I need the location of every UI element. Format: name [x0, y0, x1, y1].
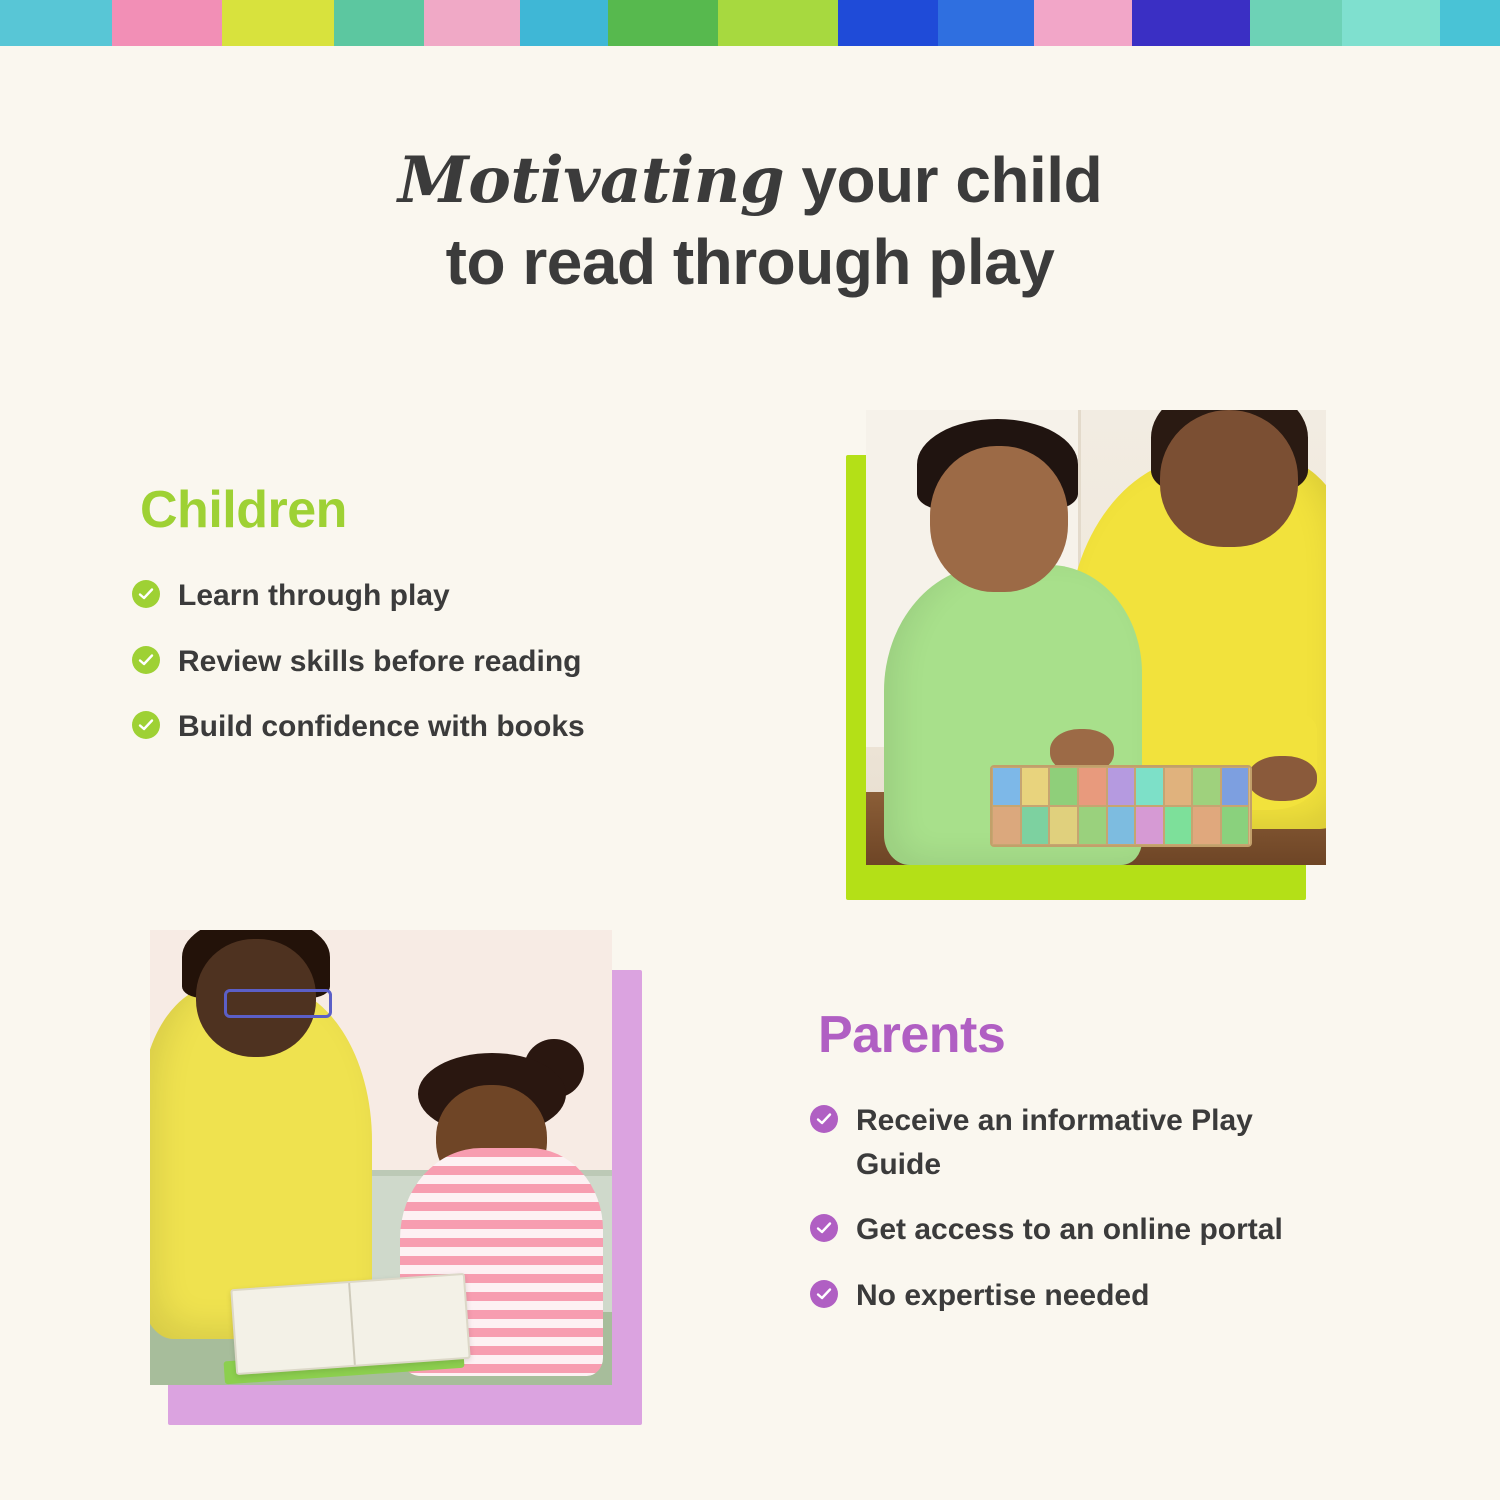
list-item — [810, 1099, 1450, 1186]
color-swatch-2 — [112, 0, 222, 46]
check-circle-icon — [810, 1280, 838, 1308]
color-swatch-12 — [1132, 0, 1250, 46]
color-swatch-13 — [1250, 0, 1342, 46]
check-circle-icon — [810, 1105, 838, 1133]
parents-photo-book — [230, 1273, 470, 1375]
parents-section — [810, 1005, 1450, 1339]
color-swatch-8 — [718, 0, 838, 46]
page-title-emphasis: Motivating — [397, 143, 785, 218]
check-circle-icon — [810, 1214, 838, 1242]
parents-photo — [150, 930, 612, 1385]
list-item — [810, 1274, 1450, 1318]
parents-photo-glasses — [224, 989, 332, 1018]
children-photo-adult-head — [1160, 410, 1298, 547]
list-item — [132, 705, 772, 749]
list-item — [132, 640, 772, 684]
children-photo-adult-hand — [1248, 756, 1317, 802]
children-bullet-text: Review skills before reading — [178, 644, 582, 678]
parents-photo-block — [150, 930, 642, 1425]
parents-section-title: Parents — [818, 1006, 1006, 1064]
color-swatch-11 — [1034, 0, 1132, 46]
children-section — [132, 480, 772, 771]
color-swatch-10 — [938, 0, 1034, 46]
check-circle-icon — [132, 580, 160, 608]
children-benefit-list — [132, 574, 772, 749]
page-title-line-1-rest: your child — [784, 144, 1103, 216]
color-swatch-9 — [838, 0, 938, 46]
check-circle-icon — [132, 646, 160, 674]
color-swatch-6 — [520, 0, 608, 46]
color-swatch-3 — [222, 0, 334, 46]
color-swatch-15 — [1440, 0, 1500, 46]
color-swatch-4 — [334, 0, 424, 46]
color-swatch-5 — [424, 0, 520, 46]
children-section-title: Children — [140, 481, 347, 539]
children-bullet-text: Learn through play — [178, 579, 450, 612]
color-swatch-7 — [608, 0, 718, 46]
parents-bullet-text: Get access to an online portal — [856, 1213, 1283, 1246]
color-swatch-1 — [0, 0, 112, 46]
list-item — [132, 574, 772, 618]
page-title — [0, 140, 1500, 304]
color-swatch-14 — [1342, 0, 1440, 46]
parents-bullet-text: Receive an informative Play Guide — [856, 1104, 1253, 1181]
top-color-bar — [0, 0, 1500, 46]
children-bullet-text: Build confidence with books — [178, 710, 585, 743]
parents-bullet-text: No expertise needed — [856, 1278, 1150, 1312]
list-item — [810, 1208, 1450, 1252]
children-photo-boy-head — [930, 446, 1068, 592]
page-title-line-2: to read through play — [445, 225, 1055, 298]
page-title-line-1 — [0, 140, 1500, 222]
check-circle-icon — [132, 711, 160, 739]
children-photo-puzzle-toy — [990, 765, 1252, 846]
parents-benefit-list — [810, 1099, 1450, 1317]
children-photo-block — [846, 410, 1326, 900]
children-photo — [866, 410, 1326, 865]
